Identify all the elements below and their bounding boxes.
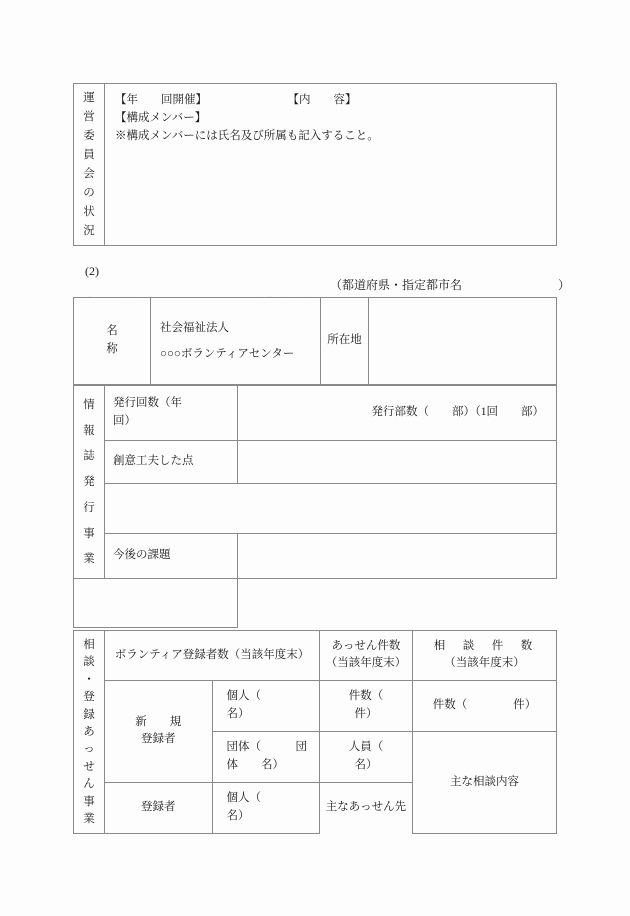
- issue-count-label[interactable]: 発行回数（年 回）: [105, 386, 238, 441]
- vertical-char: 業: [83, 813, 95, 826]
- management-line-2: 【構成メンバー】: [115, 111, 207, 124]
- header-consultation: [413, 631, 557, 681]
- header-placement: [320, 631, 413, 681]
- header-consultation-line1: 相 談 件 数: [433, 639, 536, 652]
- placement-persons[interactable]: 人員（ 名）: [320, 731, 413, 782]
- management-content-cell[interactable]: [105, 84, 557, 246]
- address-value[interactable]: [369, 298, 557, 385]
- ingenuity-value[interactable]: [238, 440, 557, 483]
- vertical-text: [75, 89, 103, 240]
- prefecture-name-line[interactable]: （都道府県・指定都市名 ）: [330, 278, 571, 292]
- vertical-char: っ: [83, 743, 95, 756]
- section-number: (2): [85, 264, 99, 278]
- name-label: 名 称: [74, 298, 151, 385]
- vertical-char: 行: [83, 501, 95, 514]
- center-identity-table: [73, 297, 557, 385]
- placement-count[interactable]: 件数（ 件）: [320, 680, 413, 731]
- vertical-char: 営: [83, 111, 95, 124]
- vertical-char: 録: [83, 708, 95, 721]
- vertical-char: 委: [83, 130, 95, 143]
- table-row: [74, 484, 557, 534]
- consultation-count[interactable]: 件数（ 件）: [413, 680, 557, 731]
- management-line-1: 【年 回開催】 【内 容】: [115, 94, 357, 106]
- table-row: [74, 84, 557, 246]
- vertical-char: 登: [83, 691, 95, 704]
- new-registrant-line2: 登録者: [141, 733, 176, 746]
- vertical-char: 事: [83, 527, 95, 540]
- new-registrant-line1: 新 規: [135, 715, 182, 728]
- vertical-char: せ: [83, 760, 95, 773]
- new-group-count[interactable]: 団体（ 団体 名）: [212, 731, 320, 782]
- consultation-registration-table: [73, 630, 557, 834]
- future-topic-label: 今後の課題: [105, 533, 238, 579]
- corporation-type: 社会福祉法人: [160, 321, 229, 334]
- center-name: ○○○ボランティアセンター: [160, 348, 295, 360]
- management-committee-table: [73, 83, 557, 246]
- management-vertical-label: [74, 84, 105, 246]
- vertical-char: 誌: [83, 450, 95, 463]
- vertical-char: 報: [83, 424, 95, 437]
- vertical-char: あ: [83, 725, 95, 738]
- header-placement-line2: （当該年度末）: [325, 657, 407, 670]
- vertical-char: ・: [83, 673, 95, 686]
- ingenuity-label: 創意工夫した点: [105, 440, 238, 483]
- vertical-char: ん: [83, 778, 95, 791]
- vertical-char: 業: [83, 553, 95, 566]
- bulletin-vertical-label: [74, 386, 105, 579]
- vertical-char: 況: [83, 224, 95, 237]
- registrant-label: 登録者: [105, 782, 213, 833]
- vertical-char: 運: [83, 92, 95, 105]
- name-value-cell[interactable]: [151, 298, 321, 385]
- vertical-text: [75, 392, 103, 572]
- vertical-char: 相: [83, 638, 95, 651]
- consult-vertical-label: [74, 631, 105, 834]
- management-line-3: ※構成メンバーには氏名及び所属も記入すること。: [115, 129, 379, 142]
- future-topic-free-area[interactable]: [74, 579, 238, 628]
- bulletin-publication-table: [73, 385, 557, 628]
- address-label: 所在地: [321, 298, 369, 385]
- future-topic-value[interactable]: [238, 533, 557, 579]
- registrant-individual-count[interactable]: 個人（ 名）: [212, 782, 320, 833]
- vertical-char: 会: [83, 167, 95, 180]
- vertical-char: 情: [83, 398, 95, 411]
- table-row: [74, 533, 557, 579]
- header-consultation-line2: （当該年度末）: [444, 657, 525, 670]
- main-placement-destination[interactable]: 主なあっせん先: [320, 782, 413, 833]
- new-registrant-label: [105, 680, 213, 782]
- vertical-char: 事: [83, 795, 95, 808]
- vertical-char: 員: [83, 149, 95, 162]
- table-row: [74, 631, 557, 681]
- table-row: [74, 440, 557, 483]
- header-volunteers: ボランティア登録者数（当該年度末）: [105, 631, 320, 681]
- ingenuity-free-area[interactable]: [105, 484, 557, 534]
- copies-label[interactable]: 発行部数（ 部）（1回 部）: [238, 386, 557, 441]
- vertical-char: 発: [83, 476, 95, 489]
- vertical-char: 談: [83, 656, 95, 669]
- main-consultation-content[interactable]: 主な相談内容: [413, 731, 557, 833]
- header-placement-line1: あっせん件数: [331, 639, 401, 652]
- vertical-text: [75, 636, 103, 828]
- table-row: [74, 386, 557, 441]
- new-individual-count[interactable]: 個人（ 名）: [212, 680, 320, 731]
- table-row: [74, 298, 557, 385]
- table-row: [74, 579, 557, 628]
- vertical-char: 状: [83, 205, 95, 218]
- table-row: [74, 680, 557, 731]
- vertical-char: の: [83, 186, 95, 199]
